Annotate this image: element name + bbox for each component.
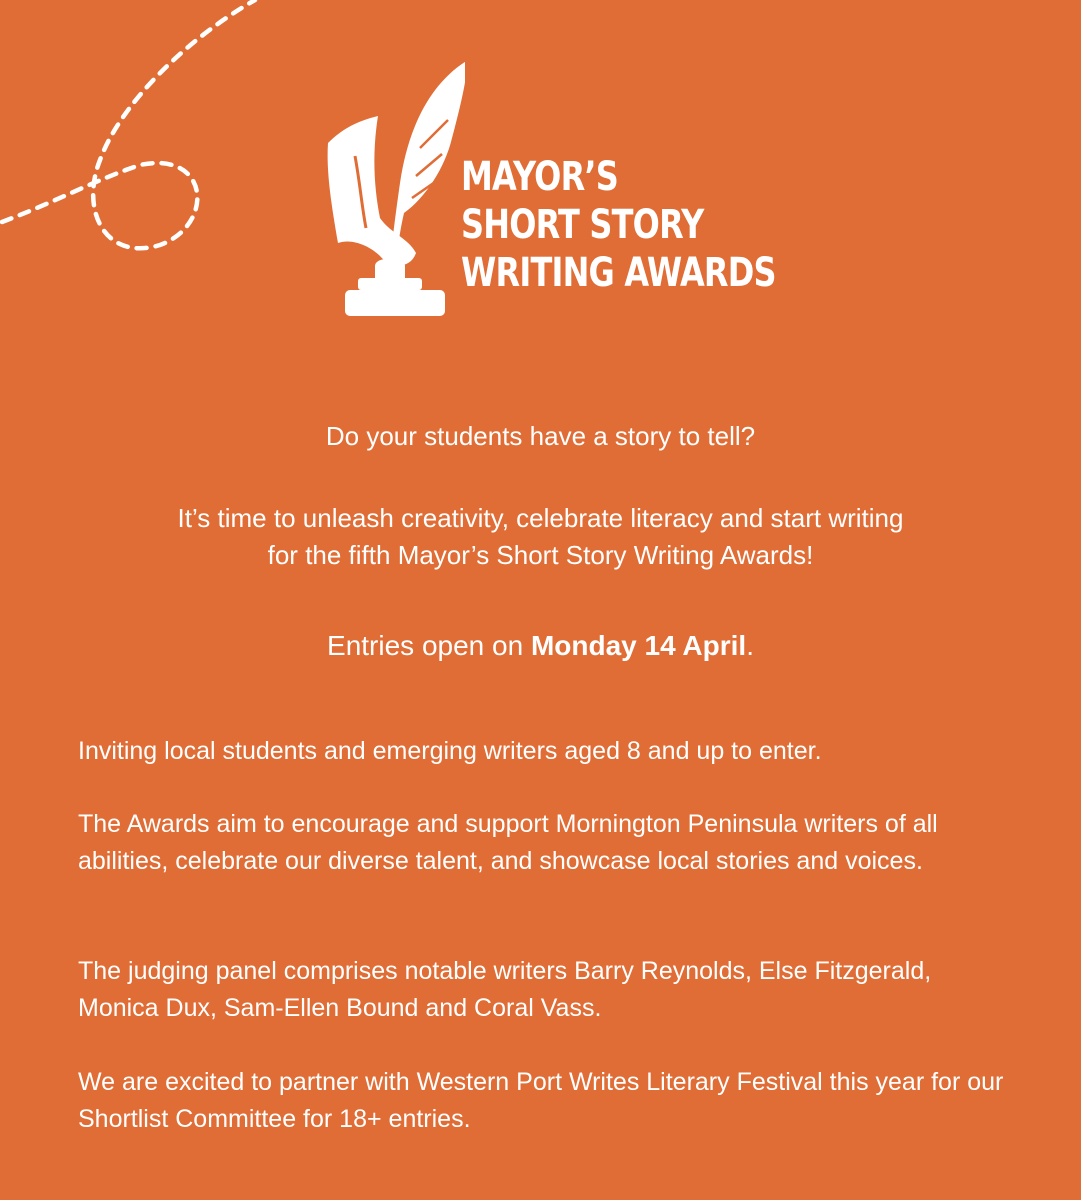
entries-date: Monday 14 April (530, 630, 747, 661)
partner-text: We are excited to partner with Western Port Writes Literary Festival this year for our Shortlist Committee for 18+ entries. (78, 1068, 1004, 1133)
entries-open-notice (0, 627, 1081, 664)
question-text: Do your students have a story to tell? (325, 421, 756, 451)
awards-logo (320, 58, 776, 323)
dashed-loop-decoration (0, 0, 320, 270)
invite-paragraph (78, 733, 1018, 770)
intro-line-1: It’s time to unleash creativity, celebrate literacy and start writing (177, 503, 904, 533)
partner-paragraph (78, 1064, 1018, 1138)
intro-line-2: for the fifth Mayor’s Short Story Writing Awards! (267, 540, 814, 570)
entries-suffix: . (746, 630, 754, 661)
logo-line-1: MAYOR’S (461, 154, 619, 200)
aims-paragraph (78, 806, 1018, 880)
quill-and-scroll-icon (320, 58, 465, 320)
entries-prefix: Entries open on (327, 630, 531, 661)
judging-paragraph (78, 953, 1018, 1027)
logo-line-3: WRITING AWARDS (461, 250, 776, 296)
logo-wordmark (461, 153, 776, 297)
logo-line-2: SHORT STORY (461, 202, 704, 248)
aims-text: The Awards aim to encourage and support Mornington Peninsula writers of all abilities, celebrate our diverse talent, and showcase local stories and voices. (78, 810, 938, 875)
intro-paragraph (0, 500, 1081, 574)
judging-text: The judging panel comprises notable writers Barry Reynolds, Else Fitzgerald, Monica Dux, Sam-Ellen Bound and Coral Vass. (78, 957, 932, 1022)
question-heading (0, 418, 1081, 455)
invite-text: Inviting local students and emerging writers aged 8 and up to enter. (78, 737, 822, 765)
